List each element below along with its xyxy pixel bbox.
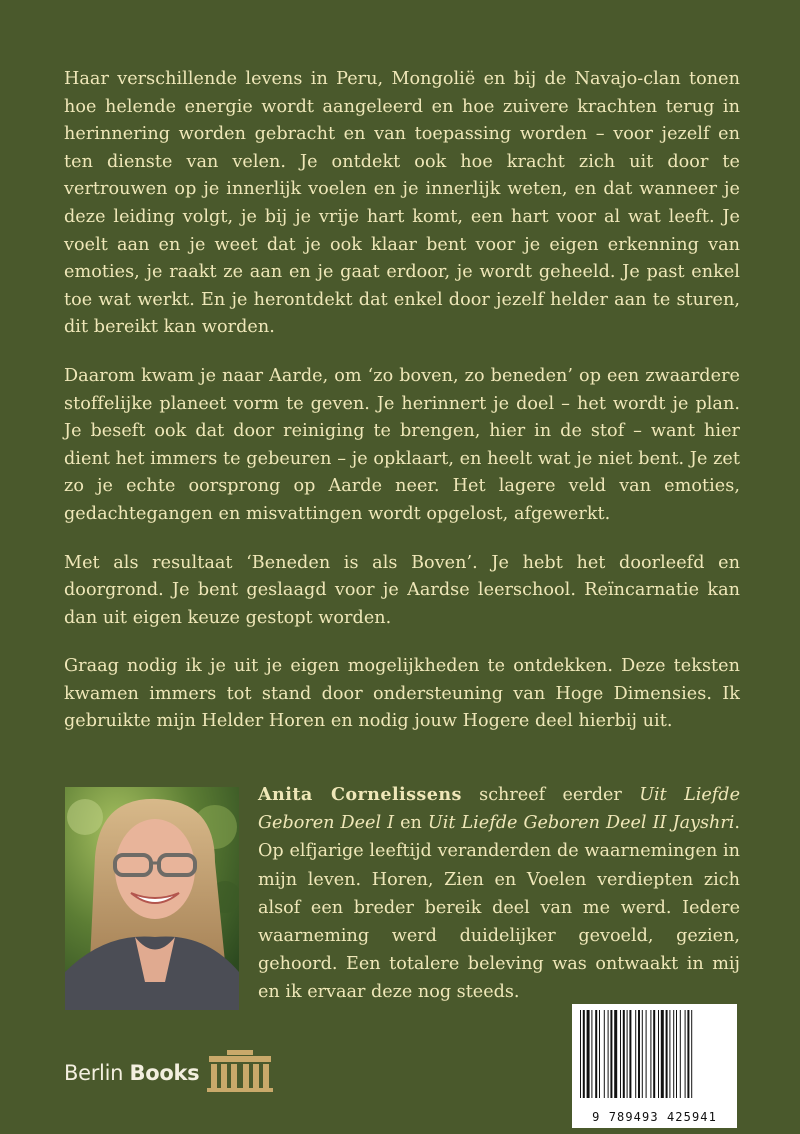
bio-text-1: schreef eerder bbox=[461, 785, 640, 805]
author-bio bbox=[258, 781, 740, 1007]
book-title-1: Uit Liefde Geboren Deel I bbox=[258, 785, 740, 834]
book-title-2: Uit Liefde Geboren Deel II Jayshri bbox=[427, 813, 735, 834]
author-photo bbox=[65, 787, 239, 1010]
publisher-name-light: Berlin bbox=[64, 1061, 130, 1085]
blurb-paragraph-1: Haar verschillende levens in Peru, Mongolië en bij de Navajo-clan tonen hoe helende energie wordt aangeleerd en hoe zuivere krachten terug in herinnering worden gebracht en van toepassing worden – voor jezelf en ten dienste van velen. Je ontdekt ook hoe kracht zich uit door te vertrouwen op je innerlijk voelen en je innerlijk weten, en dat wanneer je deze leiding volgt, je bij je vrije hart komt, een hart voor al wat leeft. Je voelt aan en je weet dat je ook klaar bent voor je eigen erkenning van emoties, je raakt ze aan en je gaat erdoor, je wordt geheeld. Je past enkel toe wat werkt. En je herontdekt dat enkel door jezelf helder aan te sturen, dit bereikt kan worden. bbox=[64, 69, 740, 338]
publisher-name bbox=[64, 1061, 199, 1085]
isbn-barcode bbox=[572, 1004, 737, 1128]
blurb-paragraph-4: Graag nodig ik je uit je eigen mogelijkheden te ontdekken. Deze teksten kwamen immers tot stand door ondersteuning van Hoge Dimensies. Ik gebruikte mijn Helder Horen en nodig jouw Hogere deel hierbij uit. bbox=[64, 656, 740, 732]
barcode-icon bbox=[572, 1004, 737, 1104]
author-name: Anita Cornelissens bbox=[258, 784, 462, 805]
blurb-paragraph-3: Met als resultaat ‘Beneden is als Boven’. Je hebt het doorleefd en doorgrond. Je bent geslaagd voor je Aardse leerschool. Reïncarnatie kan dan uit eigen keuze gestopt worden. bbox=[64, 552, 740, 628]
isbn-digits: 9 789493 425941 bbox=[592, 1110, 717, 1124]
publisher-logo bbox=[64, 1050, 273, 1096]
bio-text-2: en bbox=[394, 813, 428, 834]
bio-text-3: . Op elfjarige leeftijd veranderden de waarnemingen in mijn leven. Horen, Zien en Voelen verdiepten zich alsof een breder bereik deel van me werd. Iedere waarneming werd duidelijker gevoeld, gezien, gehoord. Een totalere beleving was ontwaakt in mij en ik ervaar deze nog steeds. bbox=[258, 813, 740, 1003]
publisher-name-bold: Books bbox=[129, 1061, 200, 1085]
brandenburg-gate-icon bbox=[207, 1050, 273, 1096]
author-photo-illustration bbox=[65, 787, 239, 1010]
blurb-text bbox=[64, 66, 740, 757]
blurb-paragraph-2: Daarom kwam je naar Aarde, om ‘zo boven, zo beneden’ op een zwaardere stoffelijke planeet vorm te geven. Je herinnert je doel – het wordt je plan. Je beseft ook dat door reiniging te brengen, hier in de stof – want hier dient het immers te gebeuren – je opklaart, en heelt wat je niet bent. Je zet zo je echte oorsprong op Aarde neer. Het lagere veld van emoties, gedachtegangen en misvattingen wordt opgelost, afgewerkt. bbox=[64, 365, 740, 524]
